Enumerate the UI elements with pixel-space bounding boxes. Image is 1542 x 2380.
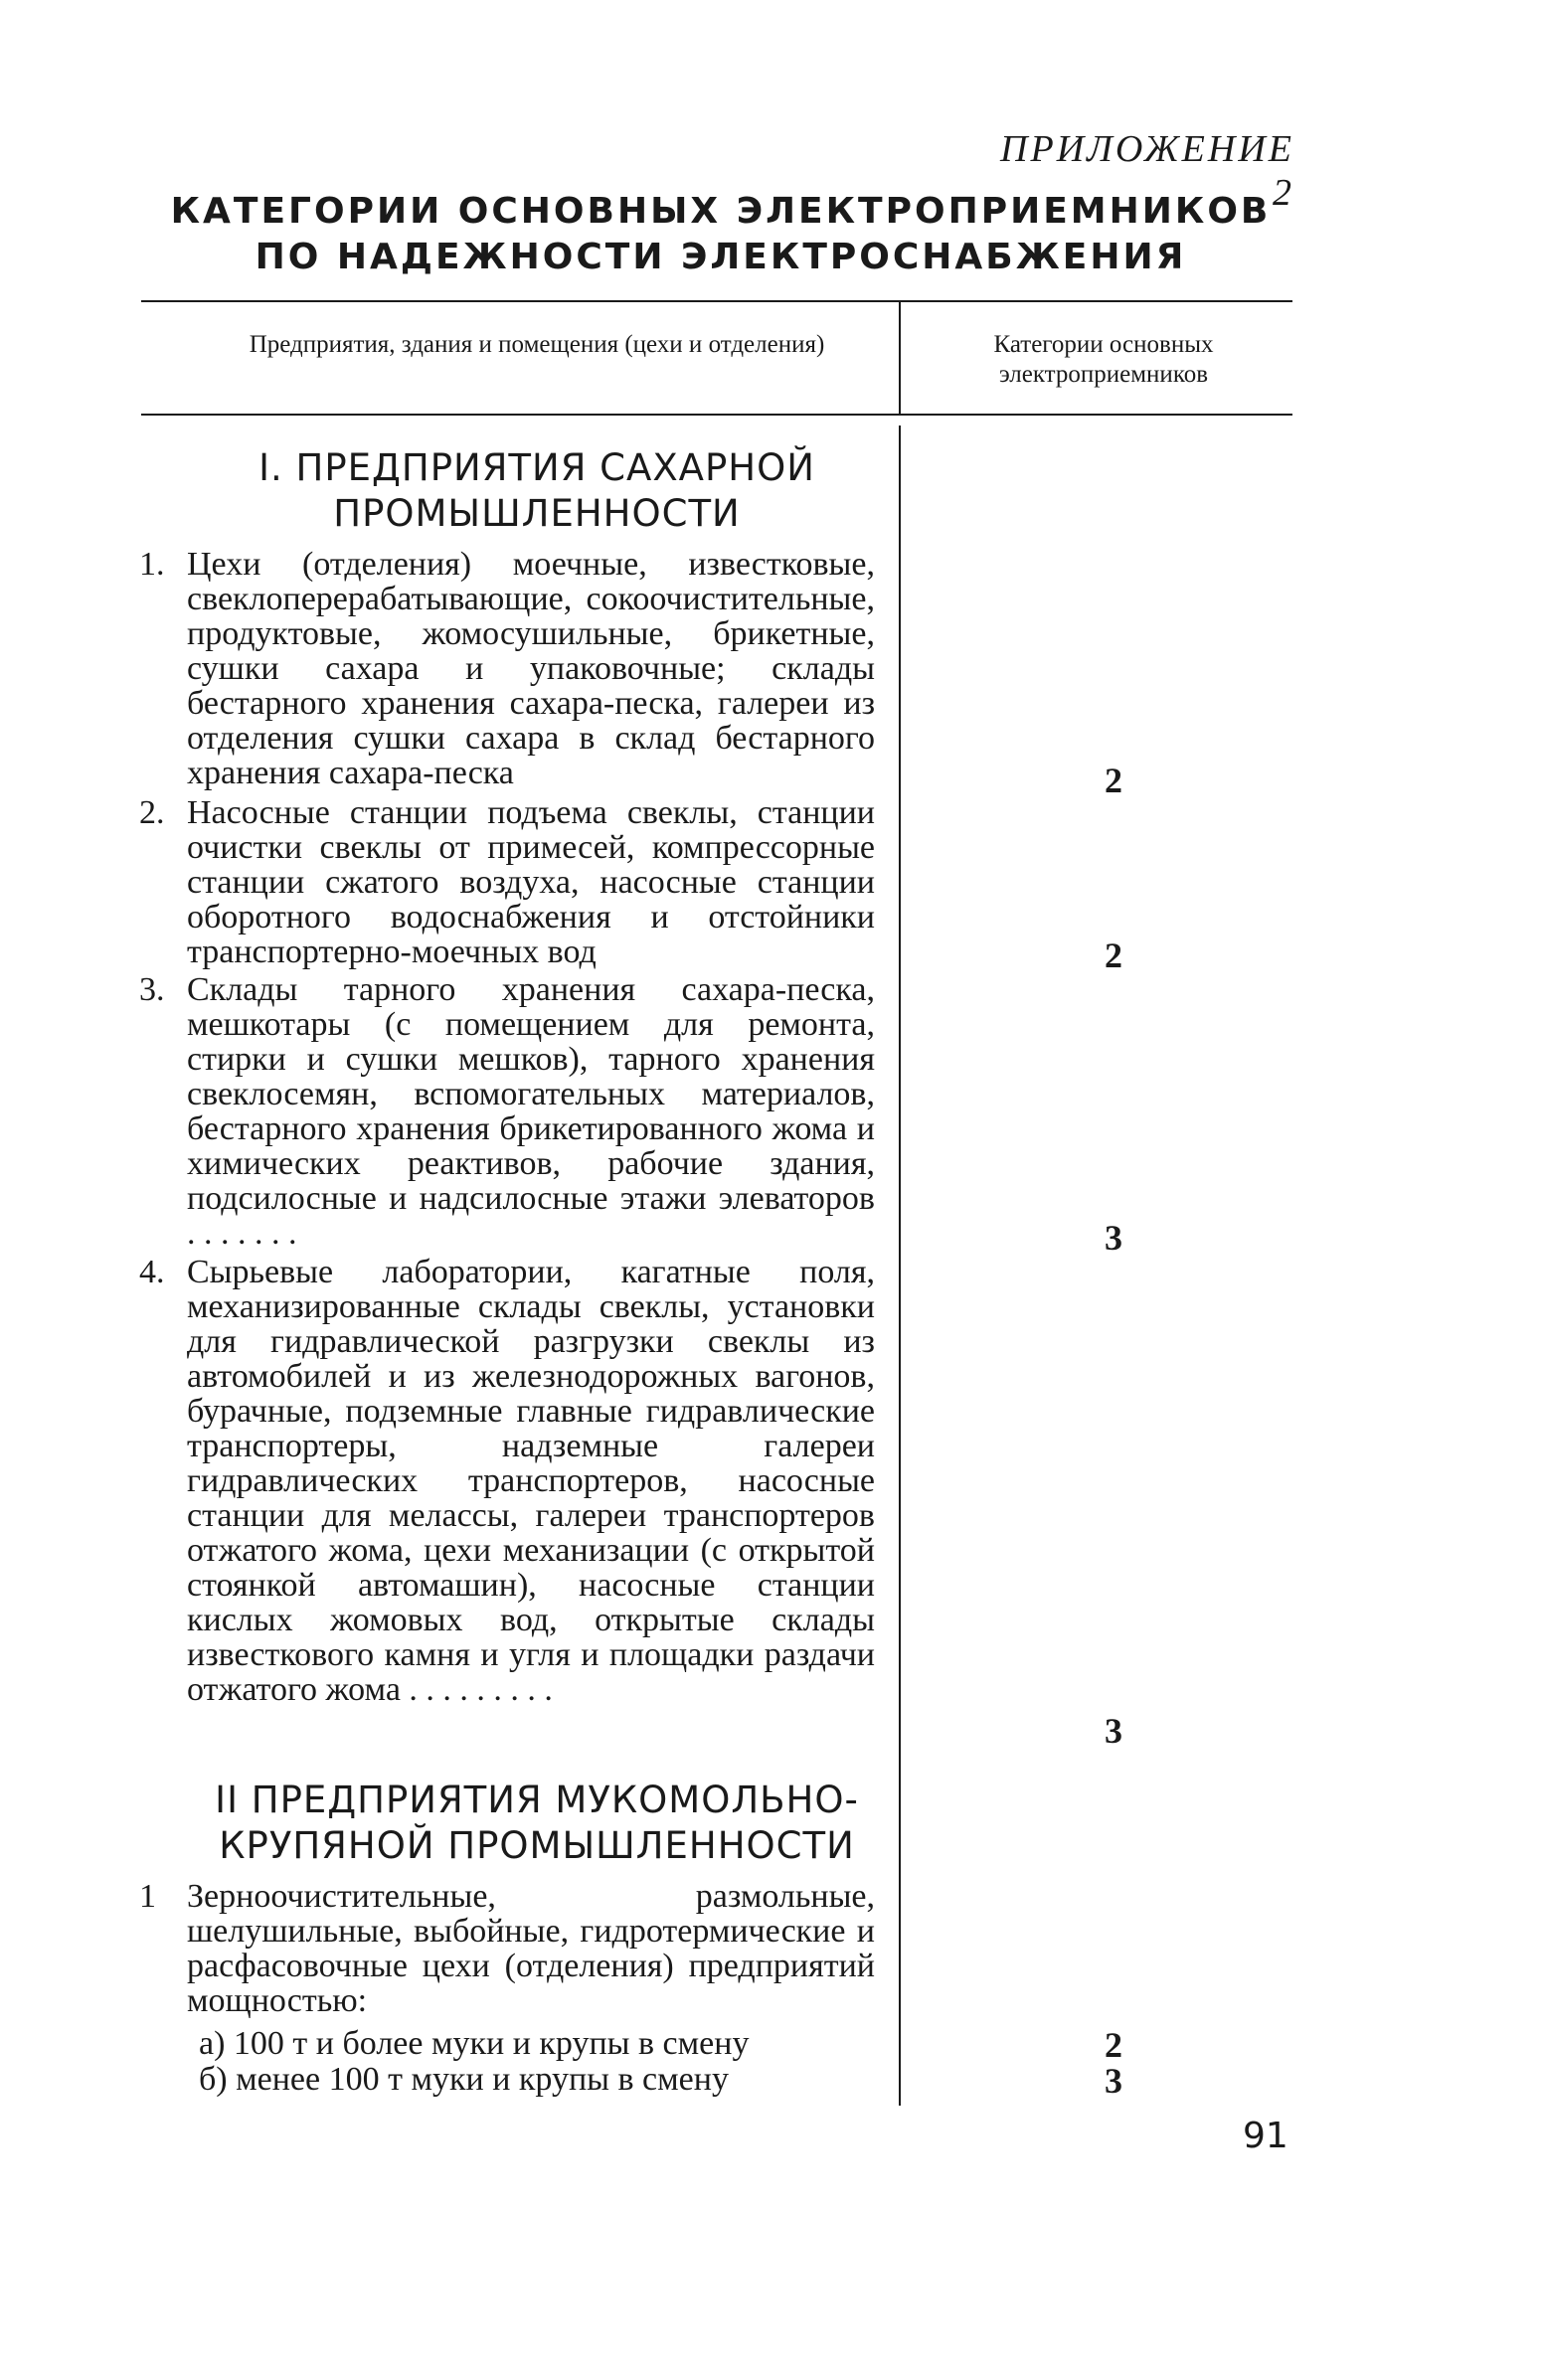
list-item xyxy=(139,547,875,790)
header-column-divider xyxy=(899,300,901,414)
item-text: Сырьевые лаборатории, кагатные поля, механизированные склады свеклы, установки для гидравлической разгрузки свеклы из автомобилей и из железнодорожных вагонов, бурачные, подземные главные гидравлические транспортеры, надземные галереи гидравлических транспортеров, насосные станции для мелассы, галереи транспортеров отжатого жома, цехи механизации (с открытой стоянкой автомашин), насосные станции кислых жомовых вод, открытые склады известкового камня и угля и площадки раздачи отжатого жома . . . . . . . . . xyxy=(187,1254,875,1708)
table-header-rule xyxy=(141,414,1292,416)
category-value: 3 xyxy=(1105,1711,1122,1751)
body-column-divider xyxy=(899,425,901,2106)
list-item xyxy=(139,1879,875,2018)
section-title-milling-industry: II ПРЕДПРИЯТИЯ МУКОМОЛЬНО-КРУПЯНОЙ ПРОМЫШЛЕННОСТИ xyxy=(215,1779,859,1867)
column-header-category: Категории основных электроприемников xyxy=(993,331,1214,388)
list-item xyxy=(139,972,875,1251)
section-title-sugar-industry: I. ПРЕДПРИЯТИЯ САХАРНОЙ ПРОМЫШЛЕННОСТИ xyxy=(258,446,815,535)
category-value: 3 xyxy=(1105,1218,1122,1258)
item-number: 4. xyxy=(139,1254,165,1290)
item-number: 1. xyxy=(139,546,165,583)
category-value: 2 xyxy=(1105,761,1122,800)
item-text: Насосные станции подъема свеклы, станции очистки свеклы от примесей, компрессорные станции сжатого воздуха, насосные станции оборотного водоснабжения и отстойники транспортерно-моечных вод xyxy=(187,794,875,970)
column-header-premises: Предприятия, здания и помещения (цехи и отделения) xyxy=(249,331,825,358)
item-number: 2. xyxy=(139,794,165,831)
document-title-line-1: КАТЕГОРИИ ОСНОВНЫХ ЭЛЕКТРОПРИЕМНИКОВ xyxy=(170,191,1272,232)
item-number: 1 xyxy=(139,1878,156,1915)
item-text: Зерноочистительные, размольные, шелушильные, выбойные, гидротермические и расфасовочные цехи (отделения) предприятий мощностью: xyxy=(187,1878,875,2019)
table-top-rule xyxy=(141,300,1292,302)
sub-item: б) менее 100 т муки и крупы в смену xyxy=(199,2061,729,2098)
sub-item: а) 100 т и более муки и крупы в смену xyxy=(199,2025,750,2062)
document-title-line-2: ПО НАДЕЖНОСТИ ЭЛЕКТРОСНАБЖЕНИЯ xyxy=(255,237,1187,277)
category-value: 2 xyxy=(1105,935,1122,975)
item-text: Склады тарного хранения сахара-песка, мешкотары (с помещением для ремонта, стирки и сушки мешков), тарного хранения свеклосемян, вспомогательных материалов, бестарного хранения брикетированного жома и химических реактивов, рабочие здания, подсилосные и надсилосные этажи элеваторов . . . . . . . xyxy=(187,971,875,1252)
list-item xyxy=(139,795,875,969)
item-text: Цехи (отделения) моечные, известковые, свеклоперерабатывающие, сокоочистительные, продуктовые, жомосушильные, брикетные, сушки сахара и упаковочные; склады бестарного хранения сахара-песка, галереи из отделения сушки сахара в склад бестарного хранения сахара-песка xyxy=(187,546,875,791)
item-number: 3. xyxy=(139,971,165,1008)
category-value: 3 xyxy=(1105,2061,1122,2101)
appendix-label: ПРИЛОЖЕНИЕ 2 xyxy=(1000,128,1294,214)
list-item xyxy=(139,1255,875,1707)
page-number: 91 xyxy=(1243,2116,1288,2156)
category-value: 2 xyxy=(1105,2025,1122,2065)
